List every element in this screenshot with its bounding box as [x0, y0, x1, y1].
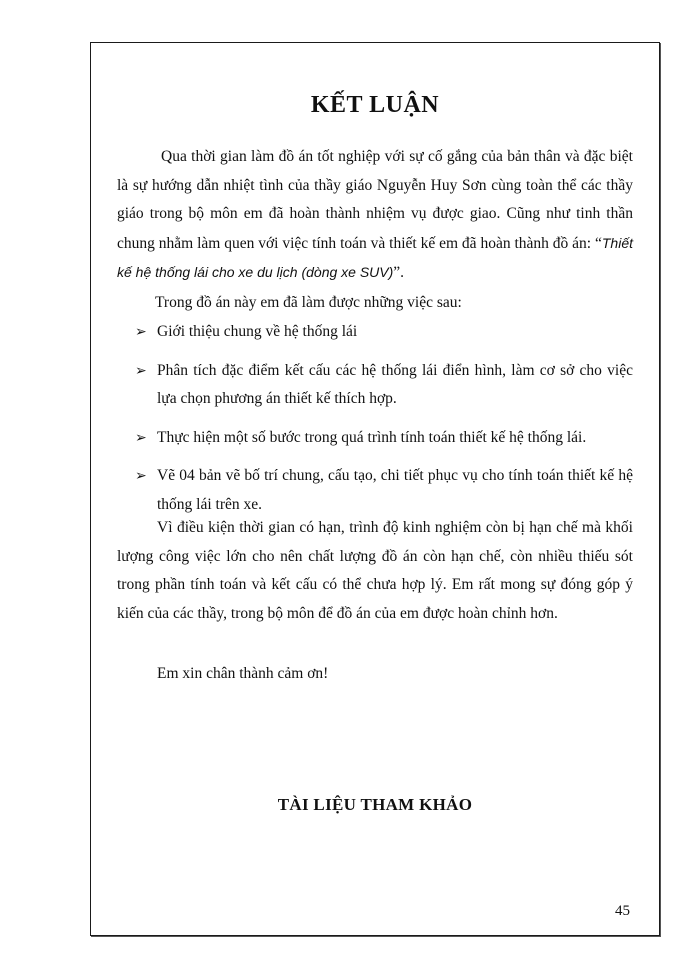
- page-title: KẾT LUẬN: [310, 92, 440, 118]
- arrow-bullet-icon: ➢: [135, 468, 147, 484]
- thanks-text: Em xin chân thành cảm ơn!: [157, 665, 329, 682]
- arrow-bullet-icon: ➢: [135, 429, 147, 446]
- page-number: 45: [615, 903, 630, 919]
- achievements-list: [117, 318, 633, 529]
- intro-text: Trong đồ án này em đã làm được những việc sau:: [155, 294, 462, 311]
- list-item-text: Thực hiện một số bước trong quá trình tính toán thiết kế hệ thống lái.: [157, 428, 587, 446]
- arrow-bullet-icon: ➢: [135, 362, 147, 379]
- references-heading: TÀI LIỆU THAM KHẢO: [277, 795, 473, 814]
- list-item: [117, 318, 633, 347]
- project-title: Thiết kế hệ thống lái cho xe du lịch (dòng xe SUV): [117, 234, 633, 280]
- paragraph-limitations: [117, 514, 633, 628]
- list-item-text: Giới thiệu chung về hệ thống lái: [157, 323, 358, 340]
- list-item: [117, 424, 633, 453]
- list-item-text: Vẽ 04 bản vẽ bố trí chung, cấu tạo, chi tiết phục vụ cho tính toán thiết kế hệ thống lái trên xe.: [157, 467, 633, 513]
- list-item-text: Phân tích đặc điểm kết cấu các hệ thống lái điển hình, làm cơ sở cho việc lựa chọn phương án thiết kế thích hợp.: [157, 361, 633, 407]
- list-item: [117, 357, 633, 414]
- list-item: [117, 462, 633, 519]
- paragraph-conclusion: [117, 143, 633, 288]
- paragraph-conclusion-text: Qua thời gian làm đồ án tốt nghiệp với sự cố gắng của bản thân và đặc biệt là sự hướng dẫn nhiệt tình của thầy giáo Nguyễn Huy Sơn cùng toàn thể các thầy giáo trong bộ môn em đã hoàn thành nhiệm vụ được giao. Cũng như tinh thần chung nhằm làm quen với việc tính toán và thiết kế em đã hoàn thành đồ án: “: [117, 148, 633, 252]
- paragraph-limitations-text: Vì điều kiện thời gian có hạn, trình độ kinh nghiệm còn bị hạn chế mà khối lượng công việc lớn cho nên chất lượng đồ án còn hạn chế, còn nhiều thiếu sót trong phần tính toán và kết cấu có thể chưa hợp lý. Em rất mong sự đóng góp ý kiến của các thầy, trong bộ môn để đồ án của em được hoàn chỉnh hơn.: [117, 519, 633, 622]
- arrow-bullet-icon: ➢: [135, 324, 147, 340]
- paragraph-conclusion-closing: ”.: [393, 264, 405, 281]
